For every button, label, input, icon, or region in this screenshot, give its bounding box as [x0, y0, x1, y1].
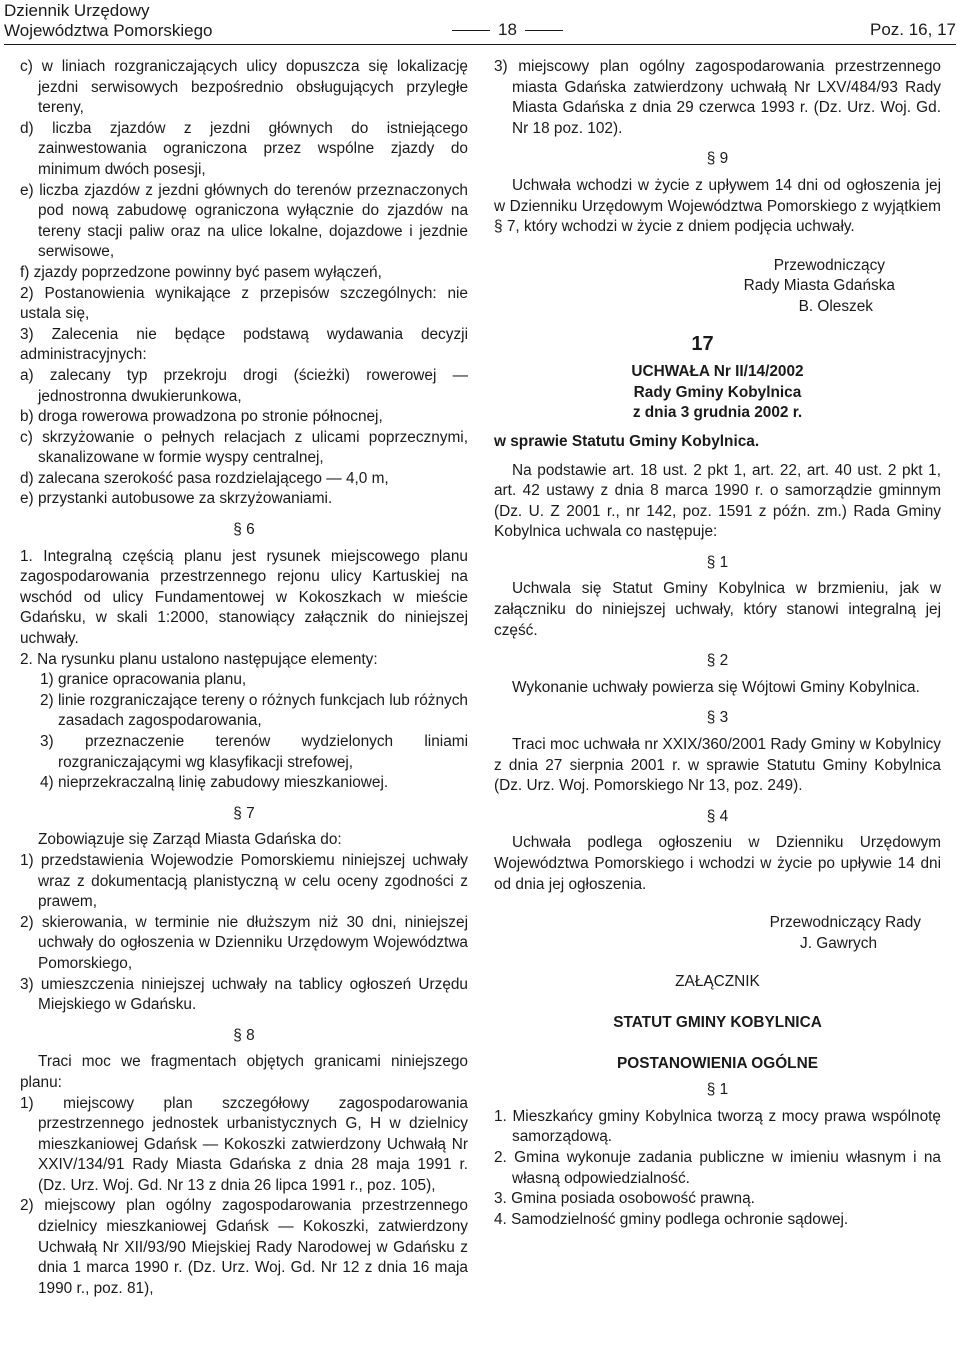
signature-2-title: Przewodniczący Rady: [769, 914, 921, 932]
clause-3e: e) przystanki autobusowe za skrzyżowaniami.: [20, 490, 333, 508]
general-provisions-heading: POSTANOWIENIA OGÓLNE: [617, 1054, 818, 1072]
clause-3: 3) Zalecenia nie będące podstawą wydawania decyzji administracyjnych:: [20, 325, 468, 364]
section-9-text: Uchwała wchodzi w życie z upływem 14 dni od ogłoszenia jej w Dzienniku Urzędowym Województwa Pomorskiego z wyjątkiem § 7, który wchodzi w życie z dniem podjęcia uchwały.: [494, 176, 941, 236]
section-9-heading: § 9: [706, 150, 729, 168]
journal-name: [4, 1, 213, 41]
signature-1-title: Przewodniczący: [773, 256, 885, 274]
section-8-heading: § 8: [233, 1026, 255, 1044]
resolution-title: UCHWAŁA Nr II/14/2002: [631, 363, 804, 381]
section-7-intro: Zobowiązuje się Zarząd Miasta Gdańska do:: [38, 831, 342, 849]
clause-e: e) liczba zjazdów z jezdni głównych do terenów przeznaczonych pod nową zabudowę ograniczona wyłącznie do zjazdów na tereny stacji paliw oraz na ulice lokalne, dojazdowe i jezdnie serwisowe,: [20, 181, 468, 261]
clause-3a: a) zalecany typ przekroju drogi (ścieżki) rowerowej — jednostronna dwukierunkowa,: [20, 366, 468, 405]
dash-right: [525, 30, 563, 31]
signature-1-org: Rady Miasta Gdańska: [743, 277, 895, 295]
signature-1-name: B. Oleszek: [798, 297, 873, 315]
resolution-section-1-heading: § 1: [706, 553, 729, 571]
section-6-para-2: 2. Na rysunku planu ustalono następujące elementy:: [20, 650, 378, 668]
page-number-block: [444, 20, 571, 40]
section-7-item-1: 1) przedstawienia Wojewodzie Pomorskiemu niniejszej uchwały wraz z dokumentacją planistyczną w celu oceny zgodności z prawem,: [20, 851, 468, 911]
resolution-subject: w sprawie Statutu Gminy Kobylnica.: [494, 432, 760, 450]
statute-item-2: 2. Gmina wykonuje zadania publiczne w imieniu własnym i na własną odpowiedzialność.: [494, 1148, 941, 1187]
resolution-section-3-text: Traci moc uchwała nr XXIX/360/2001 Rady Gminy w Kobylnicy z dnia 27 sierpnia 2001 r. w sprawie Statutu Gminy Kobylnica (Dz. Urz. Woj. Pomorskiego Nr 13, poz. 249).: [494, 736, 941, 795]
clause-3c: c) skrzyżowanie o pełnych relacjach z ulicami poprzecznymi, skanalizowane w formie wyspy centralnej,: [20, 428, 468, 467]
legal-basis: Na podstawie art. 18 ust. 2 pkt 1, art. 22, art. 40 ust. 2 pkt 1, art. 42 ustawy z dnia 8 marca 1990 r. o samorządzie gminnym (Dz. U. Z 2001 r., nr 142, poz. 1591 z późn. zm.) Rada Gminy Kobylnica uchwala co następuje:: [494, 461, 941, 541]
page-header: [4, 0, 956, 46]
resolution-section-1-text: Uchwala się Statut Gminy Kobylnica w brzmieniu, jak w załączniku do niniejszej uchwały, który stanowi integralną jej część.: [494, 580, 941, 639]
clause-c: c) w liniach rozgraniczających ulicy dopuszcza się lokalizację jezdni serwisowych bezpośrednio obsługujących przyległe tereny,: [20, 58, 468, 117]
resolution-section-3-heading: § 3: [706, 709, 729, 727]
statute-item-4: 4. Samodzielność gminy podlega ochronie sądowej.: [494, 1210, 849, 1228]
section-6-item-2: 2) linie rozgraniczające tereny o różnych funkcjach lub różnych zasadach zagospodarowania,: [40, 691, 468, 730]
dash-left: [452, 30, 490, 31]
section-6-heading: § 6: [233, 521, 255, 539]
journal-line-1: Dziennik Urzędowy: [4, 1, 150, 20]
clause-3d: d) zalecana szerokość pasa rozdzielającego — 4,0 m,: [20, 469, 389, 487]
section-6-item-3: 3) przeznaczenie terenów wydzielonych liniami rozgraniczającymi wg klasyfikacji strefowej,: [40, 733, 468, 771]
position-reference: Poz. 16, 17: [869, 20, 956, 39]
header-divider: [4, 44, 956, 45]
resolution-section-2-heading: § 2: [706, 652, 729, 670]
clause-2: 2) Postanowienia wynikające z przepisów szczególnych: nie ustala się,: [20, 284, 468, 323]
resolution-section-4-text: Uchwała podlega ogłoszeniu w Dzienniku Urzędowym Województwa Pomorskiego i wchodzi w życie po upływie 14 dni od dnia jej ogłoszenia.: [494, 834, 941, 893]
page-number: 18: [498, 20, 517, 39]
clause-d: d) liczba zjazdów z jezdni głównych do istniejącego zainwestowania ograniczona przez wspólne zjazdy do minimum dwóch posesji,: [20, 119, 468, 178]
right-column: [494, 57, 941, 1230]
section-6-item-4: 4) nieprzekraczalną linię zabudowy mieszkaniowej.: [40, 774, 389, 792]
statute-title: STATUT GMINY KOBYLNICA: [613, 1013, 822, 1031]
clause-f: f) zjazdy poprzedzone powinny być pasem wyłączeń,: [20, 263, 382, 281]
journal-line-2: Województwa Pomorskiego: [4, 21, 213, 40]
section-7-item-3: 3) umieszczenia niniejszej uchwały na tablicy ogłoszeń Urzędu Miejskiego w Gdańsku.: [20, 975, 468, 1014]
section-8-intro: Traci moc we fragmentach objętych granicami niniejszego planu:: [20, 1053, 468, 1091]
section-7-item-2: 2) skierowania, w terminie nie dłuższym niż 30 dni, niniejszej uchwały do ogłoszenia w Dzienniku Urzędowym Województwa Pomorskiego,: [20, 913, 468, 972]
section-6-item-1: 1) granice opracowania planu,: [40, 671, 247, 689]
annex-heading: ZAŁĄCZNIK: [675, 973, 760, 991]
section-8-item-1: 1) miejscowy plan szczegółowy zagospodarowania przestrzennego jednostek urbanistycznych G, H w dzielnicy mieszkaniowej Gdańsk — Kokoszki zatwierdzony Uchwałą Nr XXIV/134/91 Rady Miasta Gdańska z dnia 28 maja 1991 r. (Dz. Urz. Woj. Gd. Nr 13 z dnia 26 lipca 1991 r., poz. 105),: [20, 1094, 468, 1194]
resolution-date: z dnia 3 grudnia 2002 r.: [632, 404, 803, 422]
section-7-heading: § 7: [233, 804, 255, 822]
section-8-item-2: 2) miejscowy plan ogólny zagospodarowania przestrzennego dzielnicy mieszkaniowej Gdańsk — Kokoszki, zatwierdzony Uchwałą Nr XII/93/90 Miejskiej Rady Narodowej w Gdańsku z dnia 1 marca 1990 r. (Dz. Urz. Woj. Gd. Nr 12 z dnia 16 maja 1990 r., poz. 81),: [20, 1197, 468, 1297]
statute-section-1-heading: § 1: [706, 1081, 729, 1099]
signature-2-name: J. Gawrych: [800, 934, 877, 952]
section-8-item-3: 3) miejscowy plan ogólny zagospodarowania przestrzennego miasta Gdańska zatwierdzony uchwałą Nr LXV/484/93 Rady Miasta Gdańska z dnia 29 czerwca 1993 r. (Dz. Urz. Woj. Gd. Nr 18 poz. 102).: [494, 58, 941, 137]
statute-item-3: 3. Gmina posiada osobowość prawną.: [494, 1190, 755, 1208]
clause-3b: b) droga rowerowa prowadzona po stronie północnej,: [20, 408, 383, 426]
resolution-section-4-heading: § 4: [706, 807, 729, 825]
document-number: 17: [691, 332, 714, 355]
left-column: [20, 57, 468, 1299]
resolution-body: Rady Gminy Kobylnica: [633, 383, 802, 401]
resolution-section-2-text: Wykonanie uchwały powierza się Wójtowi Gminy Kobylnica.: [512, 678, 920, 696]
statute-item-1: 1. Mieszkańcy gminy Kobylnica tworzą z mocy prawa wspólnotę samorządową.: [494, 1107, 941, 1146]
section-6-para-1: 1. Integralną częścią planu jest rysunek miejscowego planu zagospodarowania przestrzennego rejonu ulicy Kartuskiej na wschód od ulicy Fundamentowej w Kokoszkach w mieście Gdańsku, w skali 1:2000, stanowiący załącznik do niniejszej uchwały.: [20, 547, 468, 648]
